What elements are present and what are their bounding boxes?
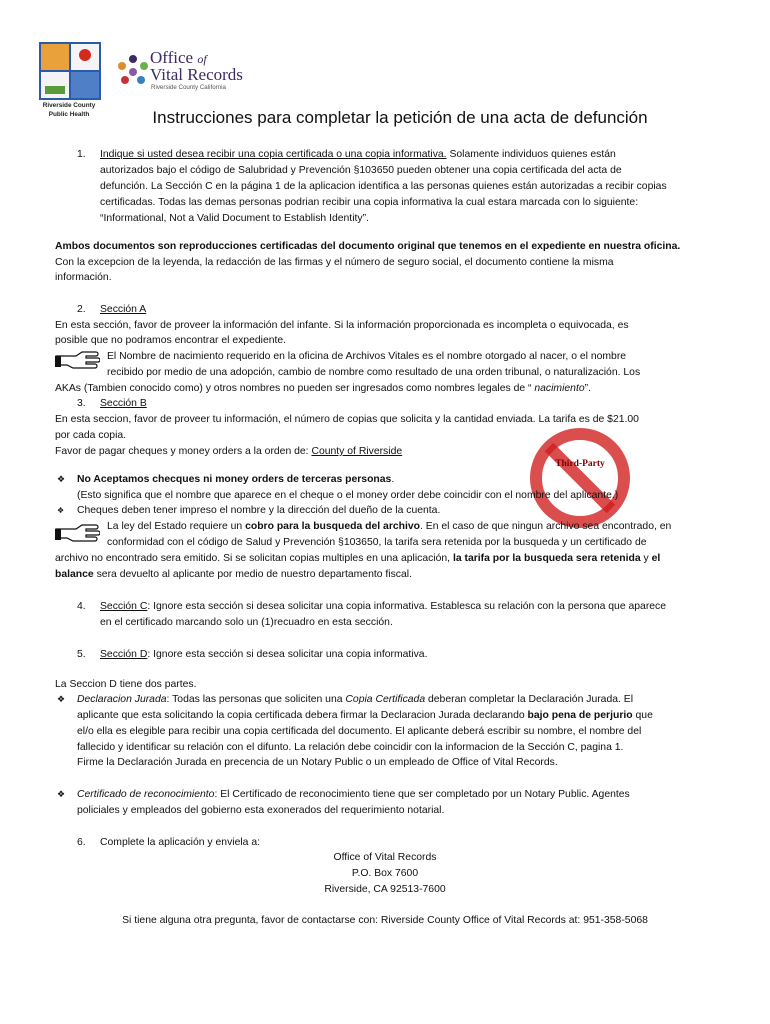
s2-line2: posible que no podramos encontrar el expediente.: [55, 335, 287, 346]
vital-records-logo-text: Office of Vital Records: [150, 48, 243, 84]
s1-line4: certificadas. Todas las demas personas podrian recibir una copia informativa la cual estara marcada con lo siguiente:: [100, 197, 639, 208]
s2-line3: El Nombre de nacimiento requerido en la oficina de Archivos Vitales es el nombre otorgado al nacer, o el nombre: [107, 351, 627, 362]
ambos-line2: Con la excepcion de la leyenda, la redacción de las firmas y el número de seguro social, el documento contiene la misma: [55, 257, 614, 268]
logo-quadrant-people: [41, 44, 69, 70]
s3-bullet1-line2: (Esto significa que el nombre que aparece en el cheque o el money order debe coincidir con el nombre del aplicante.): [77, 490, 619, 501]
s2-line5: AKAs (Tambien conocido como) y otros nombres no pueden ser ingresados como nombres legales de “ nacimiento”.: [55, 383, 591, 394]
s2-line1: En esta sección, favor de proveer la información del infante. Si la información proporcionada es incompleta o equivocada, es: [55, 320, 629, 331]
mailing-address-line3: Riverside, CA 92513-7600: [324, 884, 446, 895]
sd-bullet1-line3: el/o ella es elegible para recibir una copia certificada del documento. El aplicante deberá escribir su nombre, el nombre del: [77, 726, 642, 737]
s3-line1: En esta seccion, favor de proveer tu información, el número de copias que solicita y la cantidad enviada. La tarifa es de $21.00: [55, 414, 639, 425]
s3-number: 3.: [77, 398, 86, 409]
s1-number: 1.: [77, 149, 86, 160]
s1-line5: “Informational, Not a Valid Document to Establish Identity”.: [100, 213, 369, 224]
s4-line2: en el certificado marcando solo un (1)recuadro en esta sección.: [100, 617, 393, 628]
sd-bullet1-line4: fallecido y identificar su relación con el difunto. La relación debe coincidir con la informacion de la Sección C, pagina 1.: [77, 742, 624, 753]
diamond-bullet-icon: ❖: [57, 694, 66, 704]
logo-quadrant-runner: [71, 72, 99, 98]
riverside-logo-caption-2: Public Health: [48, 111, 90, 119]
s1-line3: defunción. La Sección C en la página 1 de la aplicacion identifica a las personas quienes están autorizadas a recibir copias: [100, 181, 667, 192]
s1-line2: autorizados bajo el código de Salubridad y Prevención §103650 pueden obtener una copia certificada del acta de: [100, 165, 622, 176]
sd-bullet2-line1: Certificado de reconocimiento: El Certificado de reconocimiento tiene que ser completado por un Notary Public. Agentes: [77, 789, 630, 800]
office-of-vital-records-logo: [116, 48, 266, 94]
s2-line4: recibido por medio de una adopción, cambio de nombre como resultado de una orden tribunal, o naturalización. Los: [107, 367, 641, 378]
sd-bullet1-line2: aplicante que esta solicitando la copia certificada debera firmar la Declaracion Jurada declarando bajo pena de perjurio que: [77, 710, 653, 721]
stamp-text: Third-Party: [555, 459, 605, 469]
s4-line1: Sección C: Ignore esta sección si desea solicitar una copia informativa. Establesca su relación con la persona que aparece: [100, 601, 667, 612]
riverside-county-public-health-logo: [38, 42, 100, 118]
s2-heading: Sección A: [100, 304, 147, 315]
logo-quadrant-family: [41, 72, 69, 98]
s3-paragraph-line1: La ley del Estado requiere un cobro para la busqueda del archivo. En el caso de que ningun archivo sea encontrado, en: [107, 521, 672, 532]
diamond-bullet-icon: ❖: [57, 506, 65, 515]
s3-line2: por cada copia.: [55, 430, 127, 441]
s6-line1: Complete la aplicación y enviela a:: [100, 837, 260, 848]
logo-quadrant-apple: [71, 44, 99, 70]
s3-bullet1: No Aceptamos checques ni money orders de terceras personas.: [77, 474, 395, 485]
sd-intro: La Seccion D tiene dos partes.: [55, 679, 197, 690]
s3-bullet2: Cheques deben tener impreso el nombre y la dirección del dueño de la cuenta.: [77, 505, 441, 516]
riverside-logo-caption-1: Riverside County: [42, 102, 96, 109]
mailing-address-line1: Office of Vital Records: [333, 852, 437, 863]
footer-contact: Si tiene alguna otra pregunta, favor de contactarse con: Riverside County Office of Vital Records at: 951-358-5068: [122, 915, 648, 926]
s5-line1: Sección D: Ignore esta sección si desea solicitar una copia informativa.: [100, 649, 428, 660]
s1-line1: Indique si usted desea recibir una copia certificada o una copia informativa. Solamente individuos quienes están: [100, 149, 616, 160]
pointing-hand-icon: [54, 350, 100, 370]
pointing-hand-icon: [54, 523, 100, 543]
sd-bullet1-line5: Firme la Declaración Jurada en precencia de un Notary Public o un empleado de Office of Vital Records.: [77, 757, 558, 768]
s4-number: 4.: [77, 601, 86, 612]
s6-number: 6.: [77, 837, 86, 848]
page-title: Instrucciones para completar la petición de una acta de defunción: [152, 108, 648, 127]
s3-paragraph-line3: archivo no encontrado sera emitido. Si se solicitan copias multiples en una aplicación, la tarifa por la busqueda sera retenida y el: [55, 553, 661, 564]
sd-bullet2-line2: policiales y empleados del gobierno esta exonerados del requerimiento notarial.: [77, 805, 445, 816]
s3-heading: Sección B: [100, 398, 147, 409]
prohibited-icon: [528, 426, 632, 530]
s3-line3: Favor de pagar cheques y money orders a la orden de: County of Riverside: [55, 446, 403, 457]
ambos-bold: Ambos documentos son reproducciones certificadas del documento original que tenemos en el expediente en nuestra oficina.: [55, 241, 681, 252]
vital-records-logo-subtitle: Riverside County California: [151, 84, 226, 91]
s3-paragraph-line4: balance sera devuelto al aplicante por medio de nuestro departamento fiscal.: [55, 569, 412, 580]
ambos-line3: información.: [55, 272, 112, 283]
mailing-address-line2: P.O. Box 7600: [351, 868, 419, 879]
vital-records-emblem-icon: [116, 54, 150, 90]
s2-number: 2.: [77, 304, 86, 315]
s5-number: 5.: [77, 649, 86, 660]
diamond-bullet-icon: ❖: [57, 789, 66, 799]
sd-bullet1-line1: Declaracion Jurada: Todas las personas que soliciten una Copia Certificada deberan completar la Declaración Jurada. El: [77, 694, 634, 705]
diamond-bullet-icon: ❖: [57, 474, 66, 484]
s3-paragraph-line2: conformidad con el código de Salud y Prevención §103650, la tarifa sera retenida por la busqueda y un certificado de: [107, 537, 647, 548]
third-party-prohibited-stamp: [528, 426, 632, 530]
